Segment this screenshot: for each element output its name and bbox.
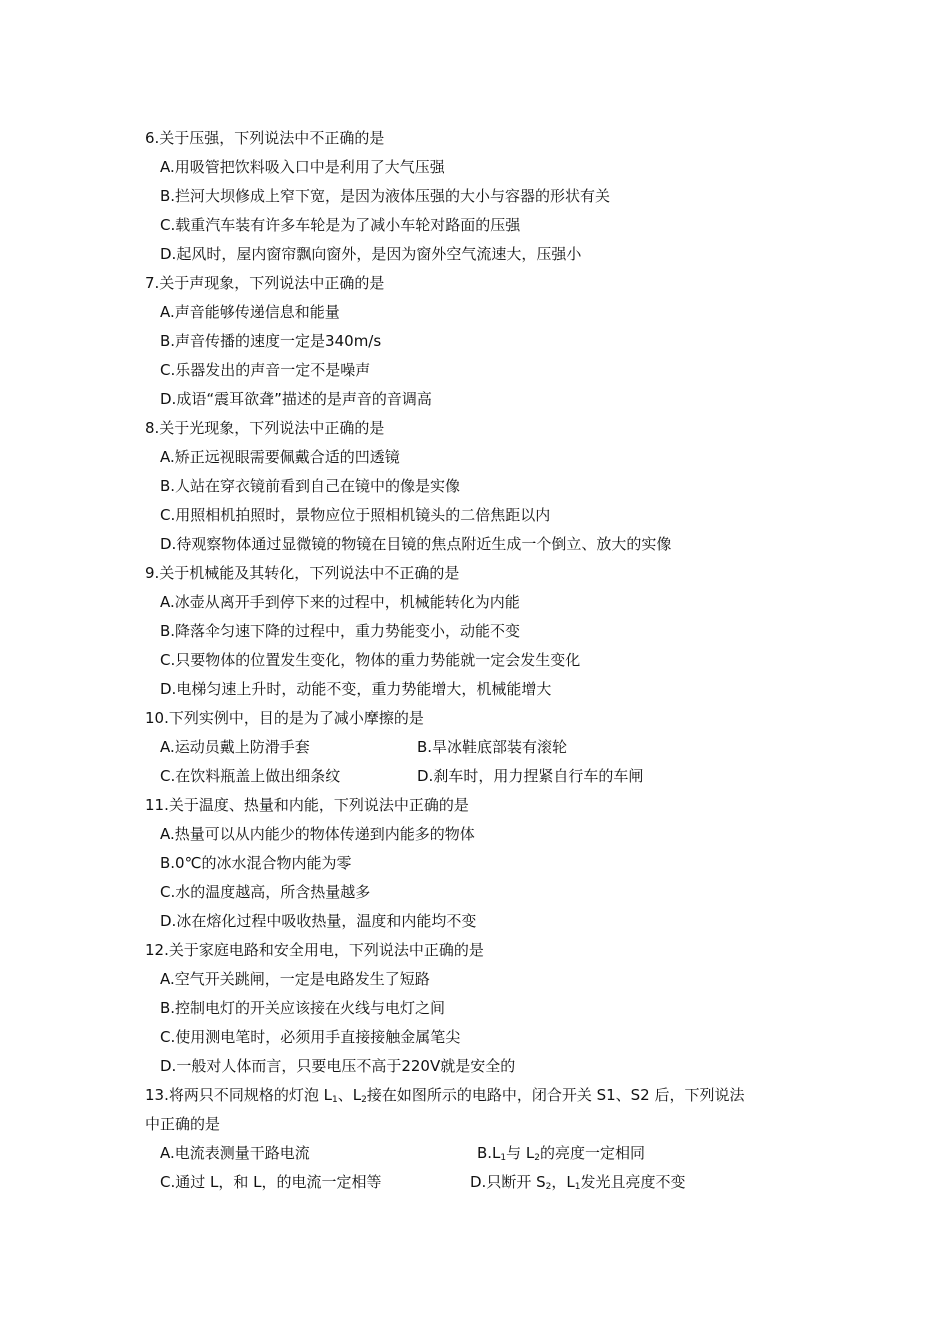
question-12-option-a: A.空气开关跳闸，一定是电路发生了短路 — [160, 970, 430, 988]
question-9-option-c: C.只要物体的位置发生变化，物体的重力势能就一定会发生变化 — [160, 651, 581, 669]
subscript: 2 — [361, 1095, 367, 1105]
question-6-option-d: D.起风时，屋内窗帘飘向窗外，是因为窗外空气流速大，压强小 — [160, 245, 582, 263]
question-11-option-c: C.水的温度越高，所含热量越多 — [160, 883, 371, 901]
question-10: 10.下列实例中，目的是为了减小摩擦的是 — [145, 709, 424, 727]
question-list — [145, 124, 805, 1197]
question-12-option-b: B.控制电灯的开关应该接在火线与电灯之间 — [160, 999, 446, 1017]
question-9: 9.关于机械能及其转化，下列说法中不正确的是 — [145, 564, 460, 582]
question-13-option-c: C.通过 L，和 L，的电流一定相等 — [160, 1173, 382, 1191]
question-8-option-d: D.待观察物体通过显微镜的物镜在目镜的焦点附近生成一个倒立、放大的实像 — [160, 535, 672, 553]
question-6-option-b: B.拦河大坝修成上窄下宽，是因为液体压强的大小与容器的形状有关 — [160, 187, 611, 205]
question-7-option-b: B.声音传播的速度一定是340m/s — [160, 332, 382, 350]
question-8: 8.关于光现象，下列说法中正确的是 — [145, 419, 385, 437]
option-text: 的亮度一定相同 — [540, 1144, 646, 1162]
question-7-option-d: D.成语“震耳欲聋”描述的是声音的音调高 — [160, 390, 432, 408]
question-10-option-d: D.刹车时，用力捏紧自行车的车闸 — [417, 767, 644, 785]
question-7-option-c: C.乐器发出的声音一定不是噪声 — [160, 361, 371, 379]
question-9-option-b: B.降落伞匀速下降的过程中，重力势能变小，动能不变 — [160, 622, 521, 640]
question-8-option-a: A.矫正远视眼需要佩戴合适的凹透镜 — [160, 448, 400, 466]
question-13-row-1 — [145, 1139, 805, 1168]
question-10-option-b: B.旱冰鞋底部装有滚轮 — [417, 738, 568, 756]
subscript: 1 — [331, 1095, 338, 1105]
question-6-option-a: A.用吸管把饮料吸入口中是利用了大气压强 — [160, 158, 445, 176]
question-13-option-a: A.电流表测量干路电流 — [160, 1144, 310, 1162]
option-text: ，L — [551, 1173, 575, 1191]
question-6-option-c: C.载重汽车装有许多车轮是为了减小车轮对路面的压强 — [160, 216, 521, 234]
question-11-option-d: D.冰在熔化过程中吸收热量，温度和内能均不变 — [160, 912, 477, 930]
question-10-row-1 — [145, 733, 805, 762]
question-11-option-b: B.0℃的冰水混合物内能为零 — [160, 854, 352, 872]
option-text: D.只断开 S — [470, 1173, 546, 1191]
question-10-row-2 — [145, 762, 805, 791]
question-13-row-2 — [145, 1168, 805, 1197]
question-8-option-c: C.用照相机拍照时，景物应位于照相机镜头的二倍焦距以内 — [160, 506, 551, 524]
question-13-option-d — [470, 1168, 685, 1197]
subscript: 2 — [545, 1182, 552, 1192]
question-13 — [145, 1081, 805, 1110]
option-text: 与 L — [506, 1144, 535, 1162]
question-12-option-c: C.使用测电笔时，必须用手直接接触金属笔尖 — [160, 1028, 461, 1046]
question-13-text-2: 、L — [337, 1086, 362, 1104]
question-6: 6.关于压强，下列说法中不正确的是 — [145, 129, 385, 147]
question-9-option-d: D.电梯匀速上升时，动能不变，重力势能增大，机械能增大 — [160, 680, 552, 698]
subscript: 2 — [534, 1153, 541, 1163]
option-text: 发光且亮度不变 — [580, 1173, 686, 1191]
question-7: 7.关于声现象，下列说法中正确的是 — [145, 274, 385, 292]
question-11: 11.关于温度、热量和内能，下列说法中正确的是 — [145, 796, 469, 814]
question-10-option-a: A.运动员戴上防滑手套 — [160, 738, 310, 756]
option-text: B.L — [477, 1144, 501, 1162]
question-12-option-d: D.一般对人体而言，只要电压不高于220V就是安全的 — [160, 1057, 516, 1075]
question-9-option-a: A.冰壶从离开手到停下来的过程中，机械能转化为内能 — [160, 593, 520, 611]
question-12: 12.关于家庭电路和安全用电，下列说法中正确的是 — [145, 941, 484, 959]
subscript: 1 — [500, 1153, 507, 1163]
question-13-text-3: 接在如图所示的电路中，闭合开关 S1、S2 后，下列说法 — [366, 1086, 745, 1104]
question-7-option-a: A.声音能够传递信息和能量 — [160, 303, 340, 321]
question-13-text-1: 13.将两只不同规格的灯泡 L — [145, 1086, 332, 1104]
question-10-option-c: C.在饮料瓶盖上做出细条纹 — [160, 767, 341, 785]
question-13-option-b — [477, 1139, 645, 1168]
question-11-option-a: A.热量可以从内能少的物体传递到内能多的物体 — [160, 825, 475, 843]
question-13-continuation: 中正确的是 — [145, 1115, 221, 1133]
subscript: 1 — [574, 1182, 581, 1192]
question-8-option-b: B.人站在穿衣镜前看到自己在镜中的像是实像 — [160, 477, 461, 495]
